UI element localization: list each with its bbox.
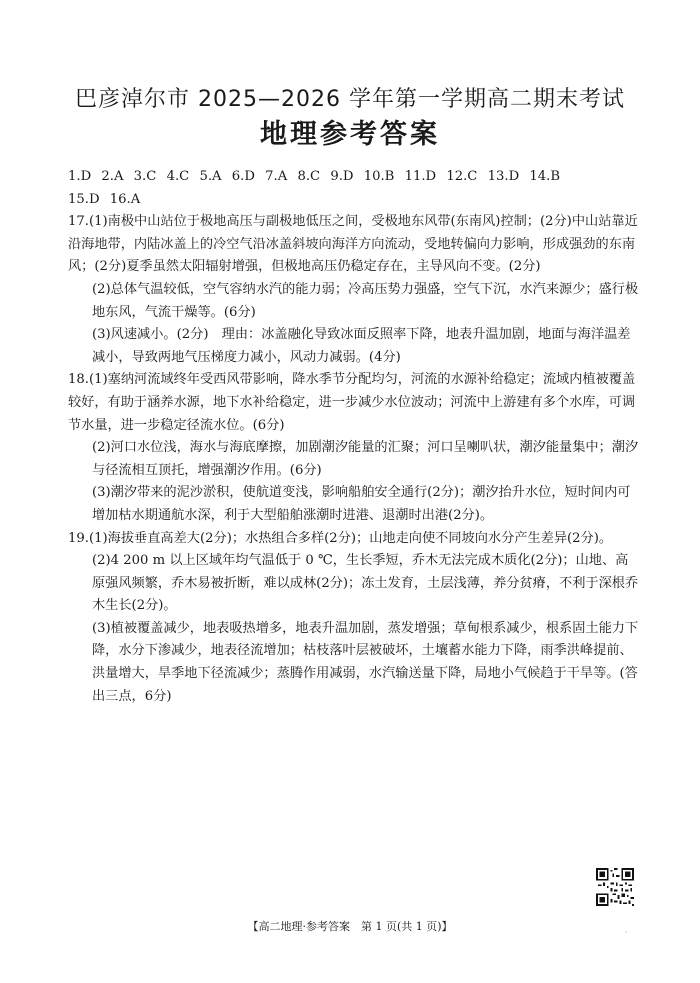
q19-part-2: (2)4 200 m 以上区域年均气温低于 0 ℃，生长季短，乔木无法完成木质化(2分)；山地、高原强风频繁，乔木易被折断，难以成林(2分)；冻土发育，土层浅薄，养分贫瘠，不利于深根乔木生长(2分)。: [92, 553, 639, 614]
question-19: [68, 528, 640, 709]
mc-answer: 6.D: [231, 169, 255, 184]
mc-answer: 14.B: [529, 169, 561, 184]
q18-part-1: [68, 369, 640, 437]
mc-answer: 12.C: [446, 169, 478, 184]
footer-mark: ·: [625, 928, 628, 937]
mc-answer: 16.A: [109, 191, 141, 207]
q19-part-1-text: (1)海拔垂直高差大(2分)；水热组合多样(2分)；山地走向使不同坡向水分产生差异(2分)。: [88, 530, 613, 546]
question-18: [68, 369, 640, 527]
mc-answer: 5.A: [199, 169, 222, 184]
mc-answer: 1.D: [68, 169, 92, 184]
q18-part-2: (2)河口水位浅，海水与海底摩擦，加剧潮汐能量的汇聚；河口呈喇叭状，潮汐能量集中；潮汐与径流相互顶托，增强潮汐作用。(6分): [92, 440, 639, 478]
q17-part-1-text: (1)南极中山站位于极地高压与副极地低压之间，受极地东风带(东南风)控制；(2分)中山站靠近沿海地带，内陆冰盖上的冷空气沿冰盖斜坡向海洋方向流动，受地转偏向力影响，形成强劲的东南风；(2分)夏季虽然太阳辐射增强，但极地高压仍稳定存在，主导风向不变。(2分): [68, 214, 638, 275]
mc-answer: 15.D: [68, 191, 100, 207]
mc-answer: 11.D: [404, 169, 437, 184]
page-footer: 【高二地理·参考答案 第 1 页(共 1 页)】: [247, 920, 453, 933]
mc-answers-line-1: [68, 166, 640, 189]
mc-answers-line-2: [68, 189, 640, 212]
q17-number: 17.: [68, 214, 89, 230]
q19-part-1: [68, 528, 640, 551]
qr-code-icon: [596, 868, 634, 906]
q19-part-3: (3)植被覆盖减少，地表吸热增多，地表升温加剧，蒸发增强；草甸根系减少，根系固土能力下降，水分下渗减少，地表径流增加；枯枝落叶层被破坏，土壤蓄水能力下降，雨季洪峰提前、洪量增大，旱季地下径流减少；蒸腾作用减弱，水汽输送量下降，局地小气候趋于干旱等。(答出三点，6分): [92, 620, 639, 704]
q18-number: 18.: [68, 372, 89, 388]
mc-answer: 3.C: [133, 169, 157, 184]
exam-title: 巴彦淖尔市 2025—2026 学年第一学期高二期末考试: [75, 87, 625, 112]
mc-answer: 8.C: [297, 169, 321, 184]
question-17: [68, 211, 640, 369]
mc-answer: 2.A: [101, 169, 124, 184]
q17-part-3: (3)风速减小。(2分) 理由：冰盖融化导致冰面反照率下降，地表升温加剧，地面与海洋温差减小，导致两地气压梯度力减小，风动力减弱。(4分): [92, 327, 631, 365]
q19-number: 19.: [68, 530, 89, 546]
mc-answer: 10.B: [363, 169, 395, 184]
mc-answer: 4.C: [166, 169, 190, 184]
mc-answer: 9.D: [330, 169, 354, 184]
answer-key-subtitle: 地理参考答案: [260, 119, 440, 150]
q18-part-3: (3)潮汐带来的泥沙淤积，使航道变浅，影响船舶安全通行(2分)；潮汐抬升水位，短时间内可增加枯水期通航水深，利于大型船舶涨潮时进港、退潮时出港(2分)。: [92, 485, 631, 523]
answer-body: [68, 166, 640, 708]
mc-answer: 7.A: [265, 169, 288, 184]
q18-part-1-text: (1)塞纳河流域终年受西风带影响，降水季节分配均匀，河流的水源补给稳定；流域内植被覆盖较好，有助于涵养水源，地下水补给稳定，进一步减少水位波动；河流中上游建有多个水库，可调节水量，进一步稳定径流水位。(6分): [68, 372, 636, 433]
q17-part-1: [68, 211, 640, 279]
q17-part-2: (2)总体气温较低，空气容纳水汽的能力弱；冷高压势力强盛，空气下沉，水汽来源少；盛行极地东风，气流干燥等。(6分): [92, 281, 639, 320]
mc-answer: 13.D: [487, 169, 520, 184]
